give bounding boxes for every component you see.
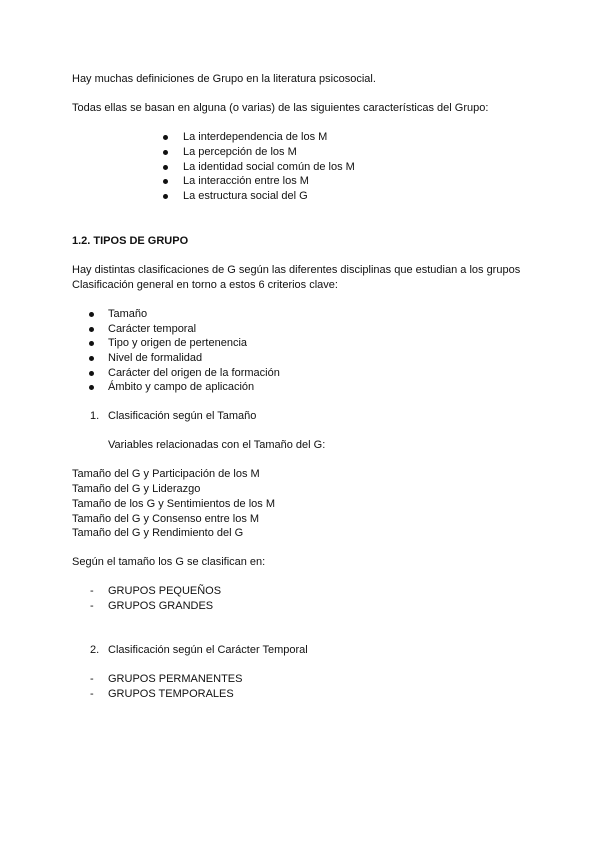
list-item: GRUPOS PERMANENTES [108, 673, 243, 685]
bullet-icon [89, 312, 94, 317]
bullet-icon [89, 327, 94, 332]
list-item: La interdependencia de los M [183, 131, 328, 143]
list-item: La percepción de los M [183, 146, 297, 158]
bullet-icon [89, 371, 94, 376]
list-item: Carácter temporal [108, 323, 197, 335]
dash-marker: - [90, 673, 94, 685]
variable-line: Tamaño del G y Rendimiento del G [72, 527, 244, 539]
bullet-icon [163, 165, 168, 170]
intro-paragraph-2: Todas ellas se basan en alguna (o varias) de las siguientes características del Grupo: [72, 102, 489, 114]
intro-paragraph: Hay muchas definiciones de Grupo en la literatura psicosocial. [72, 73, 376, 85]
bullet-icon [89, 385, 94, 390]
dash-marker: - [90, 600, 94, 612]
subsection-title: Clasificación según el Tamaño [108, 410, 257, 422]
dash-marker: - [90, 585, 94, 597]
list-item: La identidad social común de los M [183, 161, 355, 173]
list-item: Ámbito y campo de aplicación [108, 381, 255, 393]
bullet-icon [89, 356, 94, 361]
list-item: Tipo y origen de pertenencia [108, 337, 248, 349]
bullet-icon [163, 150, 168, 155]
list-item: GRUPOS GRANDES [108, 600, 214, 612]
section-paragraph-line: Clasificación general en torno a estos 6 criterios clave: [72, 279, 338, 291]
bullet-icon [89, 341, 94, 346]
variable-line: Tamaño del G y Consenso entre los M [72, 513, 260, 525]
list-item: La estructura social del G [183, 190, 308, 202]
bullet-icon [163, 135, 168, 140]
list-item: Nivel de formalidad [108, 352, 203, 364]
list-number: 2. [90, 644, 100, 656]
section-paragraph-line: Hay distintas clasificaciones de G según las diferentes disciplinas que estudian a los grupos [72, 264, 521, 276]
list-item: La interacción entre los M [183, 175, 309, 187]
bullet-icon [163, 194, 168, 199]
subsection-subtitle: Variables relacionadas con el Tamaño del G: [108, 439, 326, 451]
section-heading: 1.2. TIPOS DE GRUPO [72, 235, 189, 247]
variable-line: Tamaño del G y Liderazgo [72, 483, 201, 495]
list-number: 1. [90, 410, 100, 422]
list-item: GRUPOS PEQUEÑOS [108, 585, 222, 597]
list-item: Tamaño [108, 308, 148, 320]
classification-intro: Según el tamaño los G se clasifican en: [72, 556, 266, 568]
variable-line: Tamaño de los G y Sentimientos de los M [72, 498, 275, 510]
list-item: GRUPOS TEMPORALES [108, 688, 234, 700]
bullet-icon [163, 179, 168, 184]
subsection-title: Clasificación según el Carácter Temporal [108, 644, 308, 656]
variable-line: Tamaño del G y Participación de los M [72, 468, 260, 480]
list-item: Carácter del origen de la formación [108, 367, 280, 379]
dash-marker: - [90, 688, 94, 700]
